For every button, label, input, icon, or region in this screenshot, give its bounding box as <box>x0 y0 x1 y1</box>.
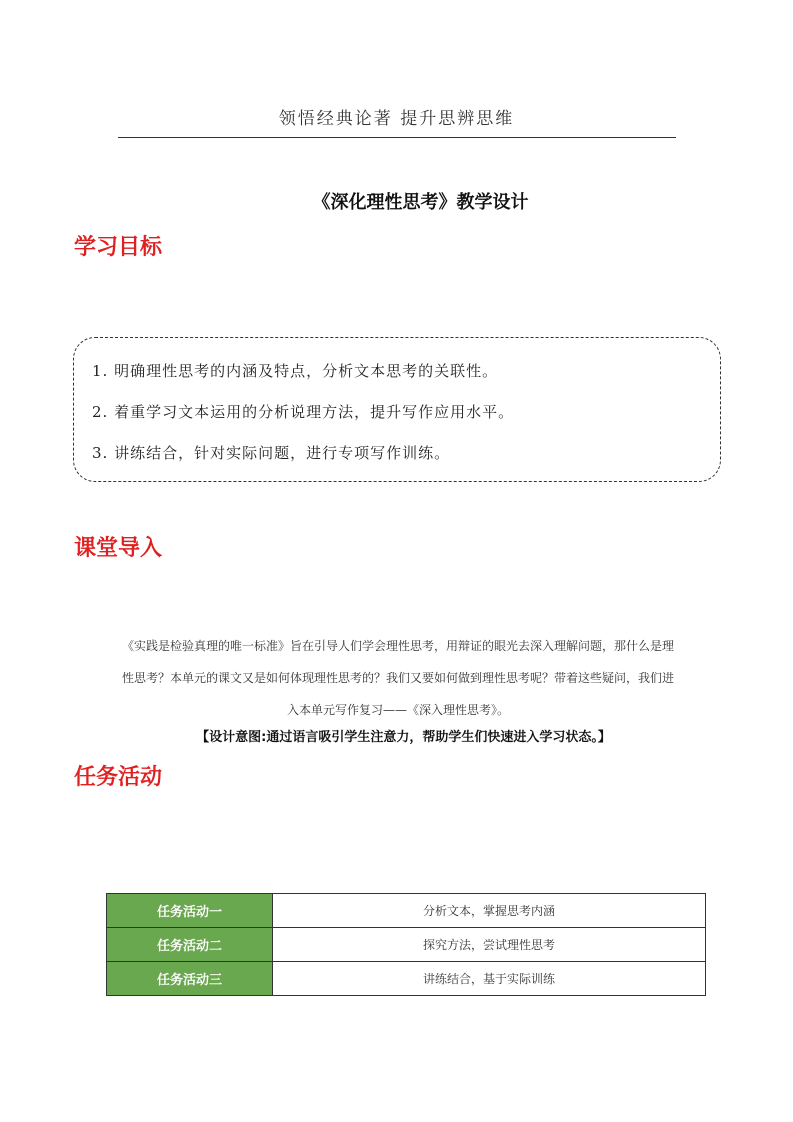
task-name-cell: 任务活动三 <box>107 962 273 996</box>
goal-item-3: 3. 讲练结合，针对实际问题，进行专项写作训练。 <box>92 444 451 462</box>
goals-box <box>73 337 721 482</box>
table-row <box>107 928 706 962</box>
intro-line-1: 《实践是检验真理的唯一标准》旨在引导人们学会理性思考，用辩证的眼光去深入理解问题，那什么是理 <box>121 639 674 653</box>
section-heading-goals: 学习目标 <box>74 235 163 260</box>
task-desc-cell: 探究方法，尝试理性思考 <box>273 928 706 962</box>
header-divider <box>118 137 676 138</box>
task-desc-cell: 分析文本，掌握思考内涵 <box>273 894 706 928</box>
task-desc-cell: 讲练结合，基于实际训练 <box>273 962 706 996</box>
intro-paragraph <box>74 630 722 726</box>
running-header: 领悟经典论著 提升思辨思维 <box>278 109 515 129</box>
table-row <box>107 894 706 928</box>
intro-line-2: 性思考？本单元的课文又是如何体现理性思考的？我们又要如何做到理性思考呢？带着这些疑问，我们进 <box>121 671 674 685</box>
table-row <box>107 962 706 996</box>
goal-item-2: 2. 着重学习文本运用的分析说理方法，提升写作应用水平。 <box>92 403 515 421</box>
tasks-table <box>106 893 706 996</box>
section-heading-tasks: 任务活动 <box>74 765 163 790</box>
document-title: 《深化理性思考》教学设计 <box>312 192 529 213</box>
intro-line-3: 入本单元写作复习——《深入理性思考》。 <box>286 703 509 717</box>
design-note: 【设计意图:通过语言吸引学生注意力，帮助学生们快速进入学习状态。】 <box>196 730 611 745</box>
task-name-cell: 任务活动一 <box>107 894 273 928</box>
section-heading-intro: 课堂导入 <box>74 536 163 561</box>
task-name-cell: 任务活动二 <box>107 928 273 962</box>
goal-item-1: 1. 明确理性思考的内涵及特点，分析文本思考的关联性。 <box>92 362 499 380</box>
